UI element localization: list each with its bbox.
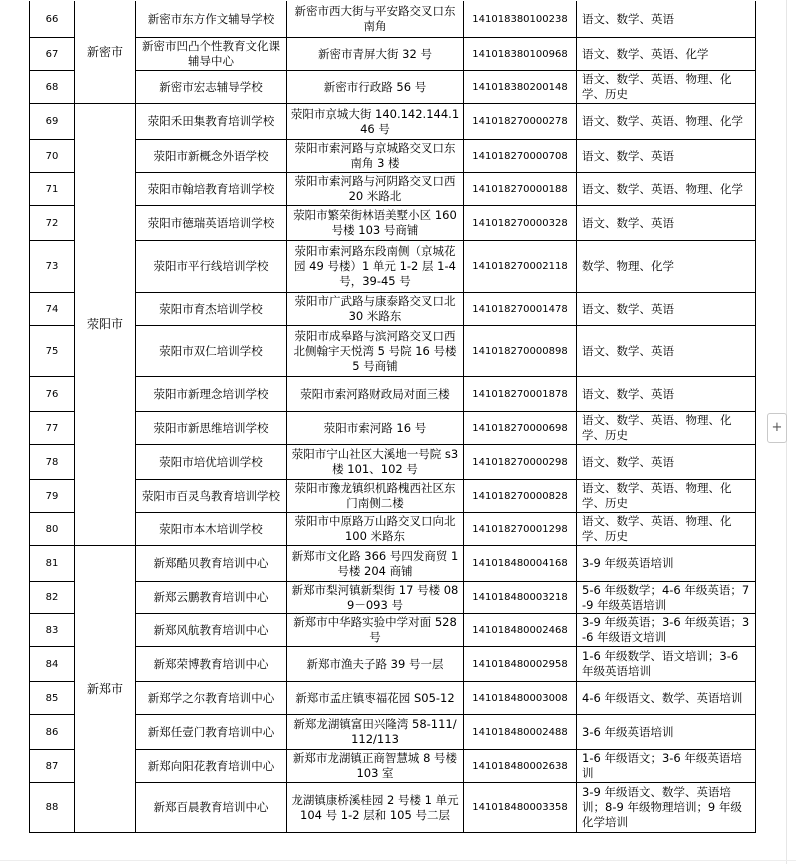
- license-code-cell: 141018270001298: [464, 513, 577, 546]
- row-number-cell: 67: [30, 38, 75, 71]
- institution-name-cell: 新郑向阳花教育培训中心: [136, 750, 287, 783]
- row-number-cell: 71: [30, 173, 75, 206]
- institution-name-cell: 荥阳市百灵鸟教育培训学校: [136, 480, 287, 513]
- row-number-cell: 85: [30, 682, 75, 715]
- row-number-cell: 78: [30, 445, 75, 480]
- row-number-cell: 81: [30, 546, 75, 582]
- address-cell: 龙湖镇康桥溪桂园 2 号楼 1 单元 104 号 1-2 层和 105 号二层: [287, 783, 464, 833]
- subjects-cell: 语文、数学、英语、化学: [577, 38, 756, 71]
- table-row: [30, 783, 756, 833]
- license-code-cell: 141018480002638: [464, 750, 577, 783]
- address-cell: 新密市行政路 56 号: [287, 71, 464, 104]
- address-cell: 新郑市孟庄镇枣福花园 S05-12: [287, 682, 464, 715]
- table-row: [30, 173, 756, 206]
- table-row: [30, 140, 756, 173]
- city-cell: 新密市: [75, 1, 136, 104]
- address-cell: 新郑市梨河镇新梨街 17 号楼 089－093 号: [287, 582, 464, 614]
- license-code-cell: 141018480003008: [464, 682, 577, 715]
- license-code-cell: 141018270000828: [464, 480, 577, 513]
- row-number-cell: 86: [30, 715, 75, 750]
- row-number-cell: 70: [30, 140, 75, 173]
- institution-name-cell: 荥阳市德瑞英语培训学校: [136, 206, 287, 241]
- subjects-cell: 3-9 年级语文、数学、英语培训；8-9 年级物理培训；9 年级化学培训: [577, 783, 756, 833]
- table-row: [30, 206, 756, 241]
- subjects-cell: 语文、数学、英语、物理、化学、历史: [577, 480, 756, 513]
- address-cell: 荥阳市索河路东段南侧（京城花园 49 号楼）1 单元 1-2 层 1-4 号，39-45 号: [287, 241, 464, 293]
- subjects-cell: 1-6 年级语文；3-6 年级英语培训: [577, 750, 756, 783]
- row-number-cell: 77: [30, 412, 75, 445]
- subjects-cell: 1-6 年级数学、语文培训；3-6 年级英语培训: [577, 647, 756, 682]
- address-cell: 荥阳市京城大街 140.142.144.146 号: [287, 104, 464, 140]
- license-code-cell: 141018480002488: [464, 715, 577, 750]
- institution-name-cell: 新郑风航教育培训中心: [136, 614, 287, 647]
- row-number-cell: 83: [30, 614, 75, 647]
- row-number-cell: 69: [30, 104, 75, 140]
- address-cell: 荥阳市索河路与河阴路交叉口西 20 米路北: [287, 173, 464, 206]
- license-code-cell: 141018270000698: [464, 412, 577, 445]
- table-row: [30, 445, 756, 480]
- row-number-cell: 87: [30, 750, 75, 783]
- subjects-cell: 语文、数学、英语: [577, 326, 756, 377]
- table-row: [30, 412, 756, 445]
- institution-name-cell: 荥阳市育杰培训学校: [136, 293, 287, 326]
- subjects-cell: 3-9 年级英语；3-6 年级英语；3-6 年级语文培训: [577, 614, 756, 647]
- address-cell: 荥阳市繁荣街林语美墅小区 160 号楼 103 号商铺: [287, 206, 464, 241]
- address-cell: 新密市青屏大街 32 号: [287, 38, 464, 71]
- row-number-cell: 68: [30, 71, 75, 104]
- table-row: [30, 293, 756, 326]
- license-code-cell: 141018270000278: [464, 104, 577, 140]
- subjects-cell: 语文、数学、英语、物理、化学、历史: [577, 412, 756, 445]
- table-row: [30, 480, 756, 513]
- table-row: [30, 682, 756, 715]
- row-number-cell: 66: [30, 1, 75, 38]
- table-row: [30, 104, 756, 140]
- subjects-cell: 语文、数学、英语、物理、化学、历史: [577, 71, 756, 104]
- address-cell: 荥阳市索河路与京城路交叉口东南角 3 楼: [287, 140, 464, 173]
- row-number-cell: 82: [30, 582, 75, 614]
- institution-name-cell: 新郑百晨教育培训中心: [136, 783, 287, 833]
- license-code-cell: 141018270001478: [464, 293, 577, 326]
- institution-name-cell: 荥阳市培优培训学校: [136, 445, 287, 480]
- institution-name-cell: 新密市宏志辅导学校: [136, 71, 287, 104]
- subjects-cell: 语文、数学、英语: [577, 293, 756, 326]
- license-code-cell: 141018270000188: [464, 173, 577, 206]
- top-crop-edge: [0, 0, 796, 1]
- subjects-cell: 语文、数学、英语: [577, 206, 756, 241]
- institution-name-cell: 荥阳市双仁培训学校: [136, 326, 287, 377]
- subjects-cell: 语文、数学、英语: [577, 445, 756, 480]
- license-code-cell: 141018480003218: [464, 582, 577, 614]
- table-row: [30, 750, 756, 783]
- table-row: [30, 1, 756, 38]
- institution-name-cell: 新密市凹凸个性教育文化课辅导中心: [136, 38, 287, 71]
- address-cell: 荥阳市广武路与康泰路交叉口北 30 米路东: [287, 293, 464, 326]
- address-cell: 新郑市渔夫子路 39 号一层: [287, 647, 464, 682]
- subjects-cell: 语文、数学、英语: [577, 1, 756, 38]
- institution-name-cell: 荥阳市新概念外语学校: [136, 140, 287, 173]
- row-number-cell: 74: [30, 293, 75, 326]
- table-row: [30, 582, 756, 614]
- table-row: [30, 377, 756, 412]
- address-cell: 新郑市中华路实验中学对面 528 号: [287, 614, 464, 647]
- training-institutions-table: [29, 0, 756, 833]
- license-code-cell: 141018480002468: [464, 614, 577, 647]
- subjects-cell: 语文、数学、英语: [577, 377, 756, 412]
- subjects-cell: 数学、物理、化学: [577, 241, 756, 293]
- row-number-cell: 80: [30, 513, 75, 546]
- institution-name-cell: 荥阳市本木培训学校: [136, 513, 287, 546]
- address-cell: 新密市西大街与平安路交叉口东南角: [287, 1, 464, 38]
- row-number-cell: 88: [30, 783, 75, 833]
- row-number-cell: 84: [30, 647, 75, 682]
- institution-name-cell: 荥阳市翰培教育培训学校: [136, 173, 287, 206]
- table-row: [30, 513, 756, 546]
- address-cell: 新郑市文化路 366 号四发商贸 1 号楼 204 商铺: [287, 546, 464, 582]
- row-number-cell: 76: [30, 377, 75, 412]
- license-code-cell: 141018480003358: [464, 783, 577, 833]
- subjects-cell: 语文、数学、英语、物理、化学: [577, 104, 756, 140]
- institution-name-cell: 荥阳禾田集教育培训学校: [136, 104, 287, 140]
- table-row: [30, 71, 756, 104]
- table-row: [30, 326, 756, 377]
- institution-name-cell: 荥阳市新理念培训学校: [136, 377, 287, 412]
- table-row: [30, 241, 756, 293]
- license-code-cell: 141018380100968: [464, 38, 577, 71]
- row-number-cell: 79: [30, 480, 75, 513]
- row-number-cell: 75: [30, 326, 75, 377]
- license-code-cell: 141018270000328: [464, 206, 577, 241]
- license-code-cell: 141018270001878: [464, 377, 577, 412]
- table-row: [30, 715, 756, 750]
- address-cell: 荥阳市中原路万山路交叉口向北 100 米路东: [287, 513, 464, 546]
- table-row: [30, 38, 756, 71]
- row-number-cell: 73: [30, 241, 75, 293]
- city-cell: 荥阳市: [75, 104, 136, 546]
- viewer-bottom-rule: [0, 860, 796, 861]
- address-cell: 荥阳市宁山社区大溪地一号院 s3 楼 101、102 号: [287, 445, 464, 480]
- subjects-cell: 语文、数学、英语、物理、化学、历史: [577, 513, 756, 546]
- institution-name-cell: 新郑学之尔教育培训中心: [136, 682, 287, 715]
- license-code-cell: 141018270000898: [464, 326, 577, 377]
- subjects-cell: 5-6 年级数学；4-6 年级英语；7-9 年级英语培训: [577, 582, 756, 614]
- license-code-cell: 141018480004168: [464, 546, 577, 582]
- document-table-container: [29, 0, 756, 833]
- address-cell: 新郑龙湖镇富田兴隆湾 58-111/112/113: [287, 715, 464, 750]
- subjects-cell: 3-6 年级英语培训: [577, 715, 756, 750]
- institution-name-cell: 荥阳市平行线培训学校: [136, 241, 287, 293]
- address-cell: 荥阳市成皋路与滨河路交叉口西北侧翰宇天悦湾 5 号院 16 号楼 5 号商铺: [287, 326, 464, 377]
- license-code-cell: 141018270000298: [464, 445, 577, 480]
- license-code-cell: 141018270000708: [464, 140, 577, 173]
- license-code-cell: 141018480002958: [464, 647, 577, 682]
- institution-name-cell: 新郑云鹏教育培训中心: [136, 582, 287, 614]
- subjects-cell: 语文、数学、英语、物理、化学: [577, 173, 756, 206]
- row-number-cell: 72: [30, 206, 75, 241]
- table-row: [30, 546, 756, 582]
- address-cell: 荥阳市索河路财政局对面三楼: [287, 377, 464, 412]
- city-cell: 新郑市: [75, 546, 136, 833]
- address-cell: 荥阳市索河路 16 号: [287, 412, 464, 445]
- license-code-cell: 141018380100238: [464, 1, 577, 38]
- subjects-cell: 语文、数学、英语: [577, 140, 756, 173]
- address-cell: 新郑市龙湖镇正商智慧城 8 号楼 103 室: [287, 750, 464, 783]
- institution-name-cell: 新密市东方作文辅导学校: [136, 1, 287, 38]
- table-row: [30, 614, 756, 647]
- expand-plus-button[interactable]: +: [767, 413, 787, 443]
- institution-name-cell: 新郑荣博教育培训中心: [136, 647, 287, 682]
- address-cell: 荥阳市豫龙镇织机路槐西社区东门南侧二楼: [287, 480, 464, 513]
- table-row: [30, 647, 756, 682]
- license-code-cell: 141018270002118: [464, 241, 577, 293]
- subjects-cell: 3-9 年级英语培训: [577, 546, 756, 582]
- institution-name-cell: 荥阳市新思维培训学校: [136, 412, 287, 445]
- table-body: [30, 1, 756, 833]
- institution-name-cell: 新郑任壹门教育培训中心: [136, 715, 287, 750]
- institution-name-cell: 新郑酷贝教育培训中心: [136, 546, 287, 582]
- subjects-cell: 4-6 年级语文、数学、英语培训: [577, 682, 756, 715]
- license-code-cell: 141018380200148: [464, 71, 577, 104]
